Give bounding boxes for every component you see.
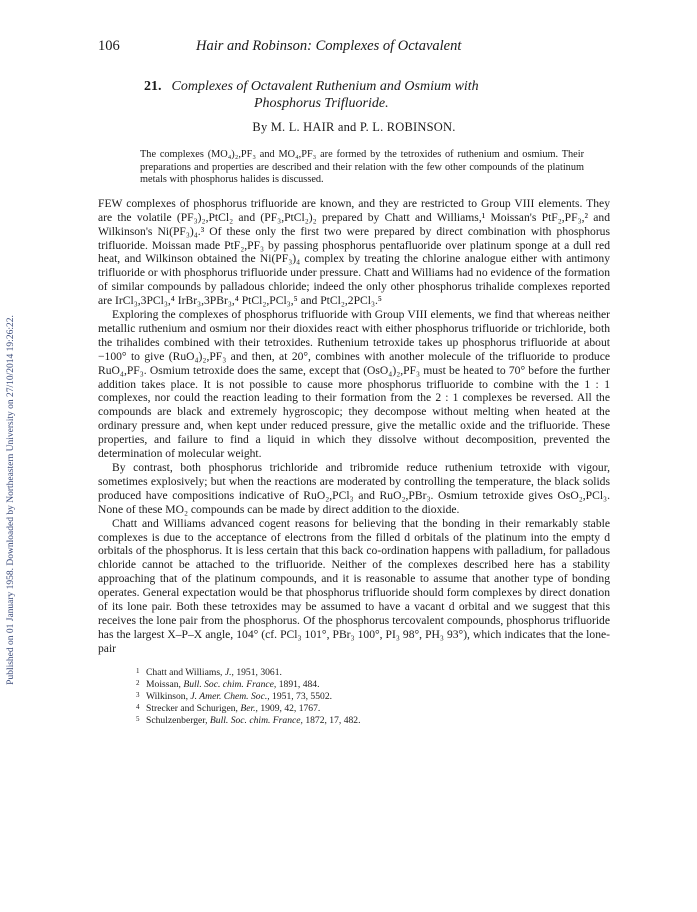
article-title-line1: Complexes of Octavalent Ruthenium and Osmium with [171,79,479,94]
article-number: 21. [144,79,162,94]
footnotes [98,666,610,726]
page-number: 106 [98,38,120,54]
article-title [98,78,610,112]
side-stamp-text: Published on 01 January 1958. Downloaded by Northeastern University on 27/10/2014 19:26:22. [6,315,17,685]
footnote: 2 Moissan, Bull. Soc. chim. France, 1891, 484. [136,678,320,690]
paragraph: Exploring the complexes of phosphorus trifluoride with Group VIII elements, we find that whereas neither metallic ruthenium and osmium nor their dioxides react with either phosphorus trifluoride or trichloride, both the trihalides combined with their tetroxides. Ruthenium tetroxide takes up phosphorus trifluoride at about −100° to give (RuO₄)₂,PF₃ and then, at 20°, combines with another molecule of the trifluoride to produce RuO₄,PF₃. Osmium tetroxide does the same, except that (OsO₄)₂,PF₃ must be heated to 70° before the further addition takes place. It is not possible to cause more phosphorus trifluoride to combine with the 1 : 1 complexes, nor could the reaction leading to their formation from the 2 : 1 complexes be reversed. All the compounds are black and extremely hygroscopic; they decompose without melting when heated at the ordinary pressure and, when kept under reduced pressure, give the metallic oxide and the trifluoride. These properties, and failure to find a liquid in which they dissolve without decomposition, prevented the determination of molecular weight. [98,308,610,461]
paragraph: Chatt and Williams advanced cogent reasons for believing that the bonding in their remarkably stable complexes is due to the acceptance of electrons from the filled d orbitals of the platinum into the empty d orbitals of the phosphorus. It is less certain that this back co-ordination happens with palladium, for palladous chloride cannot be attached to the trifluoride. Neither of the complexes described here has a stability approaching that of the platinum compounds, and it is reasonable to assume that another type of bonding operates. General expectation would be that phosphorus trifluoride should form complexes by direct donation of its lone pair. Both these tetroxides may be assumed to have a vacant d orbital and we suggest that this receives the lone pair from the phosphorus. Of the phosphorus tercovalent compounds, phosphorus trifluoride has the largest X–P–X angle, 104° (cf. PCl₃ 101°, PBr₃ 100°, PI₃ 98°, PH₃ 93°), which indicates that the lone-pair [98,516,610,655]
abstract: The complexes (MO₄)₂,PF₃ and MO₄,PF₃ are formed by the tetroxides of ruthenium and osmium. Their preparations and properties are described and their relation with the few other compounds of the platinum metals with phosphorus halides is discussed. [140,149,584,186]
running-title: Hair and Robinson: Complexes of Octavalent [196,38,462,54]
publication-side-stamp [2,150,20,850]
body-text [98,197,610,656]
page [98,38,610,726]
paragraph: FEW complexes of phosphorus trifluoride are known, and they are restricted to Group VIII elements. They are the volatile (PF₃)₂,PtCl₂ and (PF₃,PtCl₂)₂ prepared by Chatt and Williams,¹ Moissan's PtF₂,PF₃,² and Wilkinson's Ni(PF₃)₄.³ Of these only the first two were prepared by direct combination with phosphorus trifluoride. Moissan made PtF₂,PF₃ by passing phosphorus pentafluoride over platinum sponge at a dull red heat, and Wilkinson obtained the Ni(PF₃)₄ complex by treating the chlorine analogue either with antimony trifluoride or with phosphorus trifluoride under pressure. Chatt and Williams had no evidence of the formation of similar compounds by palladous chloride; indeed the only other phosphorus trihalide complexes reported are IrCl₃,3PCl₃,⁴ IrBr₃,3PBr₃,⁴ PtCl₂,PCl₃,⁵ and PtCl₂,2PCl₃.⁵ [98,196,610,308]
running-header [98,38,610,60]
authors-byline: By M. L. HAIR and P. L. ROBINSON. [252,120,456,134]
article-title-line2: Phosphorus Trifluoride. [254,96,389,111]
footnote: 1 Chatt and Williams, J., 1951, 3061. [136,666,282,678]
footnote: 5 Schulzenberger, Bull. Soc. chim. France, 1872, 17, 482. [136,714,361,726]
footnote: 4 Strecker and Schurigen, Ber., 1909, 42, 1767. [136,702,321,714]
footnote: 3 Wilkinson, J. Amer. Chem. Soc., 1951, 73, 5502. [136,690,333,702]
paragraph: By contrast, both phosphorus trichloride and tribromide reduce ruthenium tetroxide with vigour, sometimes explosively; but when the reactions are moderated by controlling the temperature, the black solids produced have compositions indicative of RuO₂,PCl₃ and RuO₂,PBr₃. Osmium tetroxide gives OsO₂,PCl₃. None of these MO₂ compounds can be made by direct addition to the dioxide. [98,461,610,516]
